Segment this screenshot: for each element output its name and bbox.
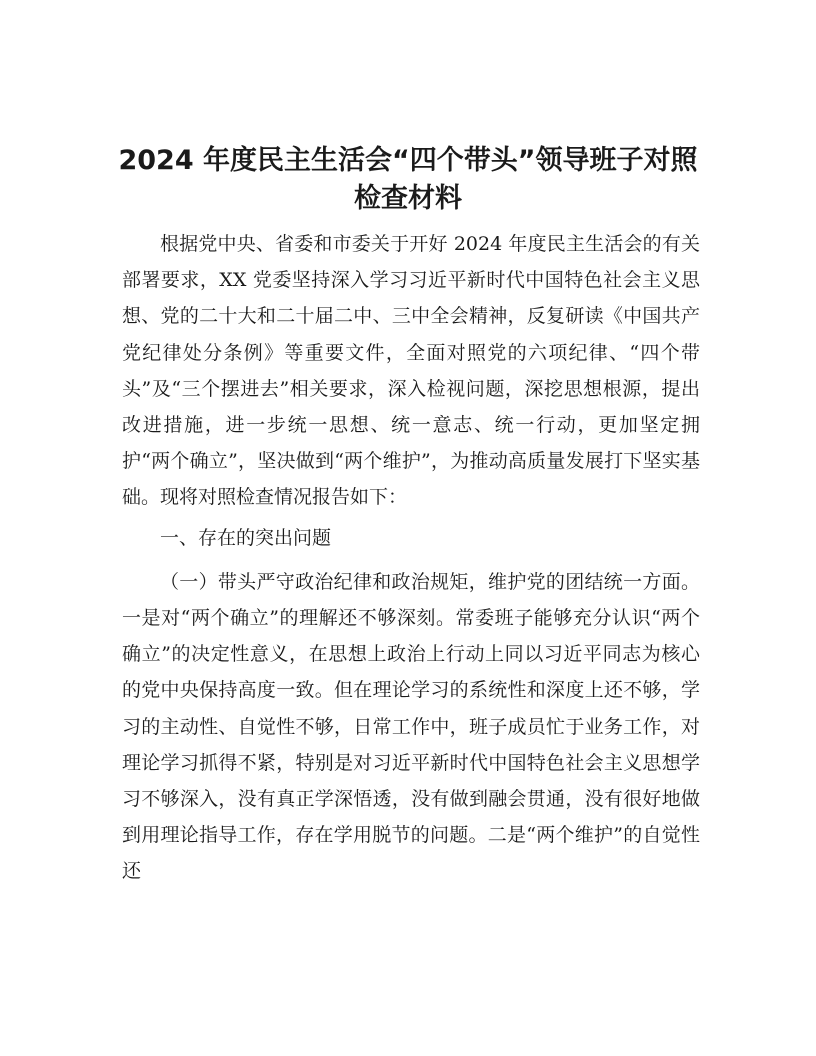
section-heading-1: 一、存在的突出问题 [160,526,332,549]
section1-paragraph: （一）带头严守政治纪律和政治规矩，维护党的团结统一方面。一是对“两个确立”的理解还不够深刻。常委班子能够充分认识“两个确立”的决定性意义，在思想上政治上行动上同以习近平同志为核心的党中央保持高度一致。但在理论学习的系统性和深度上还不够，学习的主动性、自觉性不够，日常工作中，班子成员忙于业务工作，对理论学习抓得不紧，特别是对习近平新时代中国特色社会主义思想学习不够深入，没有真正学深悟透，没有做到融会贯通，没有很好地做到用理论指导工作，存在学用脱节的问题。二是“两个维护”的自觉性还 [122,570,700,883]
intro-paragraph: 根据党中央、省委和市委关于开好 2024 年度民主生活会的有关部署要求，XX 党委坚持深入学习习近平新时代中国特色社会主义思想、党的二十大和二十届二中、三中全会精神，反复研读《中国共产党纪律处分条例》等重要文件，全面对照党的六项纪律、“四个带头”及“三个摆进去”相关要求，深入检视问题，深挖思想根源，提出改进措施，进一步统一思想、统一意志、统一行动，更加坚定拥护“两个确立”，坚决做到“两个维护”，为推动高质量发展打下坚实基础。现将对照检查情况报告如下： [122,233,700,509]
document-title: 2024 年度民主生活会“四个带头”领导班子对照检查材料 [118,145,698,214]
document-body [122,226,700,890]
